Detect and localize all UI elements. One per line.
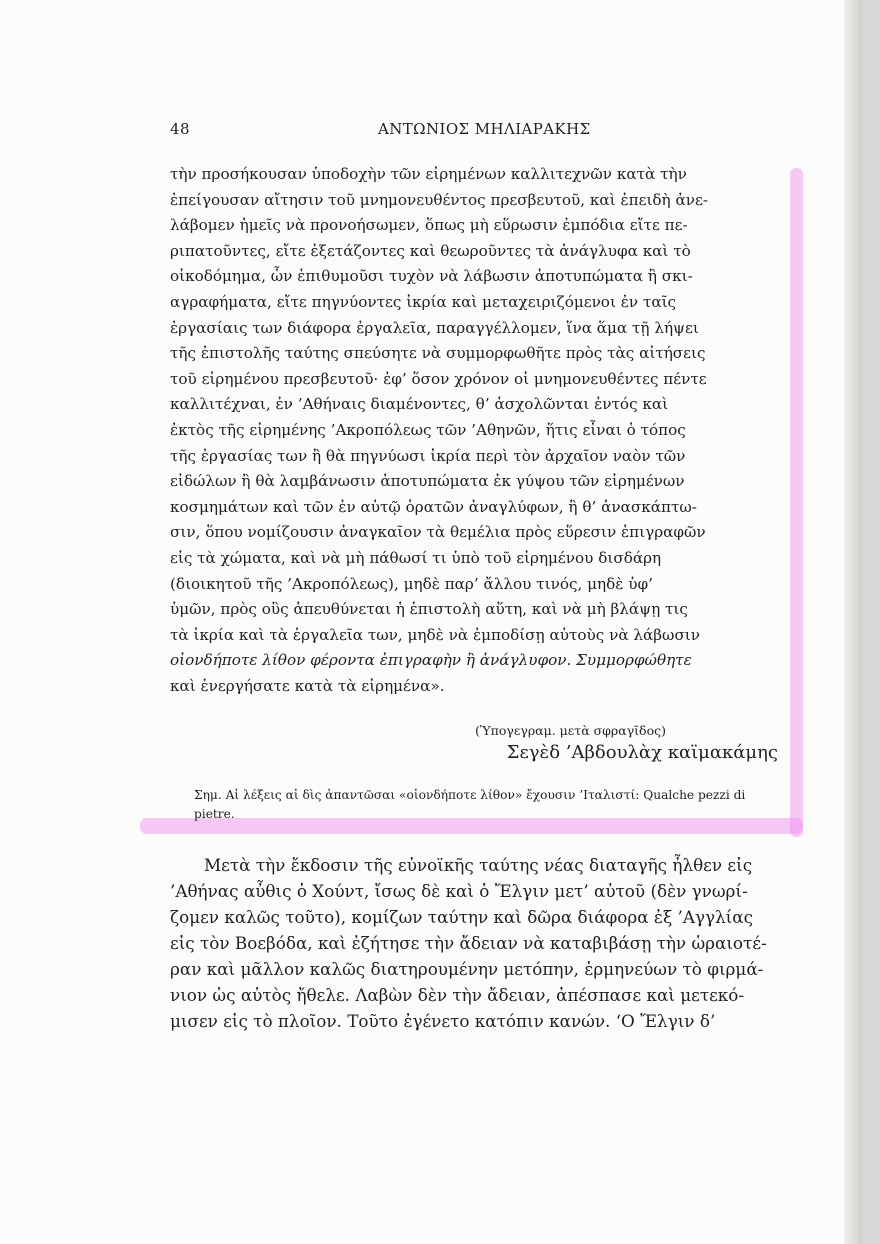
quote-line: καλλιτέχναι, ἐν ’Αθήναις διαμένοντες, θ’ ἀσχολῶνται ἐντός καὶ bbox=[170, 395, 669, 414]
quote-line: ἐκτὸς τῆς εἰρημένης ’Ακροπόλεως τῶν ’Αθηνῶν, ἥτις εἶναι ὁ τόπος bbox=[170, 420, 686, 439]
body-line: νιον ὡς αὐτὸς ἤθελε. Λαβὼν δὲν τὴν ἄδειαν, ἀπέσπασε καὶ μετεκό- bbox=[170, 985, 745, 1005]
quote-line: τὴν προσήκουσαν ὑποδοχὴν τῶν εἰρημένων καλλιτεχνῶν κατὰ τὴν bbox=[170, 165, 687, 183]
body-line: ζομεν καλῶς τοῦτο), κομίζων ταύτην καὶ δῶρα διάφορα ἐξ ’Αγγλίας bbox=[170, 907, 753, 927]
quoted-letter-block bbox=[170, 162, 778, 699]
running-head: ΑΝΤΩΝΙΟΣ ΜΗΛΙΑΡΑΚΗΣ bbox=[378, 120, 591, 138]
quote-line: ἐργασίαις των διάφορα ἐργαλεῖα, παραγγέλλομεν, ἵνα ἅμα τῇ λήψει bbox=[170, 318, 699, 337]
quote-line: κοσμημάτων καὶ τῶν ἐν αὐτῷ ὁρατῶν ἀναγλύφων, ἢ θ’ ἀνασκάπτω- bbox=[170, 497, 697, 516]
pink-highlight-vertical-stroke bbox=[790, 168, 803, 837]
footnote-line: Σημ. Αἱ λέξεις αἱ δὶς ἀπαντῶσαι «οἱονδήποτε λίθον» ἔχουσιν ’Ιταλιστί: Qualche pezzi di bbox=[194, 788, 746, 802]
quote-line: καὶ ἐνεργήσατε κατὰ τὰ εἰρημένα». bbox=[170, 676, 445, 695]
body-line: εἰς τὸν Βοεβόδα, καὶ ἐζήτησε τὴν ἄδειαν νὰ καταβιβάσῃ τὴν ὡραιοτέ- bbox=[170, 933, 767, 953]
footnote-line: pietre. bbox=[194, 807, 235, 821]
page-header bbox=[170, 120, 778, 144]
quote-line: τῆς ἐπιστολῆς ταύτης σπεύσητε νὰ συμμορφωθῆτε πρὸς τὰς αἰτήσεις bbox=[170, 344, 706, 363]
page-edge-shadow bbox=[844, 0, 862, 1244]
body-line: Μετὰ τὴν ἔκδοσιν τῆς εὐνοϊκῆς ταύτης νέας διαταγῆς ἦλθεν εἰς bbox=[204, 855, 753, 875]
quote-line: εἰς τὰ χώματα, καὶ νὰ μὴ πάθωσί τι ὑπὸ τοῦ εἰρημένου δισδάρη bbox=[170, 548, 662, 567]
quote-line: ριπατοῦντες, εἴτε ἐξετάζοντες καὶ θεωροῦντες τὰ ἀνάγλυφα καὶ τὸ bbox=[170, 241, 691, 260]
page-number: 48 bbox=[170, 120, 190, 138]
quote-line: οἰκοδόμημα, ὧν ἐπιθυμοῦσι τυχὸν νὰ λάβωσιν ἀποτυπώματα ἢ σκι- bbox=[170, 267, 693, 286]
quote-line-italic: οἱονδήποτε λίθον φέροντα ἐπιγραφὴν ἢ ἀνάγλυφον. Συμμορφώθητε bbox=[170, 651, 692, 670]
quote-line: σιν, ὅπου νομίζουσιν ἀναγκαῖον τὰ θεμέλια πρὸς εὕρεσιν ἐπιγραφῶν bbox=[170, 523, 706, 542]
quote-line: τῆς ἐργασίας των ἢ θὰ πηγνύωσι ἰκρία περὶ τὸν ἀρχαῖον ναὸν τῶν bbox=[170, 446, 686, 465]
signature-name: Σεγὲδ ’Αβδουλὰχ καϊμακάμης bbox=[506, 742, 778, 763]
quote-line: αγραφήματα, εἴτε πηγνύοντες ἰκρία καὶ μεταχειριζόμενοι ἐν ταῖς bbox=[170, 292, 677, 311]
quote-line: λάβομεν ἡμεῖς νὰ προνοήσωμεν, ὅπως μὴ εὕρωσιν ἐμπόδια εἴτε πε- bbox=[170, 216, 688, 235]
body-line: ’Αθήνας αὖθις ὁ Χούντ, ἴσως δὲ καὶ ὁ Ἔλγιν μετ’ αὐτοῦ (δὲν γνωρί- bbox=[170, 881, 748, 901]
signature-block bbox=[170, 722, 778, 766]
quote-line: εἰδώλων ἢ θὰ λαμβάνωσιν ἀποτυπώματα ἐκ γύψου τῶν εἰρημένων bbox=[170, 472, 685, 491]
signature-note: (Ὑπογεγραμ. μετὰ σφραγῖδος) bbox=[475, 723, 666, 738]
quote-line: τὰ ἰκρία καὶ τὰ ἐργαλεῖα των, μηδὲ νὰ ἐμποδίσῃ αὐτοὺς νὰ λάβωσιν bbox=[170, 625, 700, 644]
quote-line: (διοικητοῦ τῆς ’Ακροπόλεως), μηδὲ παρ’ ἄλλου τινός, μηδὲ ὑφ’ bbox=[170, 574, 653, 593]
quote-line: τοῦ εἰρημένου πρεσβευτοῦ· ἐφ’ ὅσον χρόνον οἱ μνημονευθέντες πέντε bbox=[170, 369, 707, 388]
main-body-text bbox=[170, 852, 778, 1034]
quote-line: ὑμῶν, πρὸς οὓς ἀπευθύνεται ἡ ἐπιστολὴ αὕτη, καὶ νὰ μὴ βλάψῃ τις bbox=[170, 600, 688, 619]
body-line: ραν καὶ μᾶλλον καλῶς διατηρουμένην μετόπην, ἑρμηνεύων τὸ φιρμά- bbox=[170, 959, 764, 979]
footnote bbox=[194, 786, 778, 824]
quote-line: ἐπείγουσαν αἴτησιν τοῦ μνημονευθέντος πρεσβευτοῦ, καὶ ἐπειδὴ ἀνε- bbox=[170, 190, 708, 209]
body-line: μισεν εἰς τὸ πλοῖον. Τοῦτο ἐγένετο κατόπιν κανών. ‘Ο Ἔλγιν δ’ bbox=[170, 1011, 716, 1031]
